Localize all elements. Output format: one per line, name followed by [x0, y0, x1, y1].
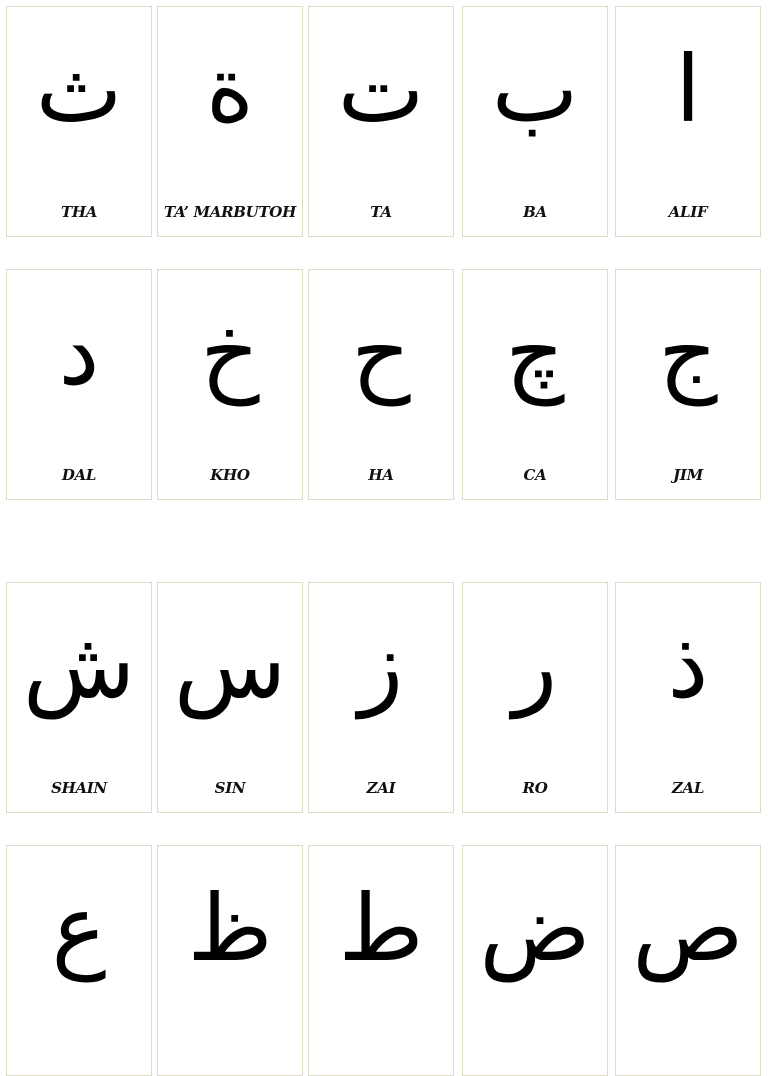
letter-name: HA: [368, 466, 394, 484]
letter-card-dal: [6, 269, 152, 500]
letter-name: SHAIN: [51, 779, 107, 797]
letter-glyph: ض: [479, 875, 591, 982]
letter-card-jim: [615, 269, 761, 500]
letter-name: SIN: [214, 779, 246, 797]
letter-card-kho: [157, 269, 303, 500]
letter-card-zai: [308, 582, 454, 813]
letter-glyph: خ: [200, 299, 260, 406]
letter-glyph: ت: [337, 36, 425, 143]
letter-card-ha: [308, 269, 454, 500]
letter-glyph: ر: [512, 612, 558, 719]
letter-glyph: ة: [205, 36, 255, 143]
letter-name: BA: [523, 203, 547, 221]
letter-glyph: ج: [658, 299, 718, 406]
letter-name: TA: [370, 203, 392, 221]
letter-glyph: ا: [675, 36, 701, 143]
letter-name: THA: [60, 203, 98, 221]
letter-name: ALIF: [668, 203, 708, 221]
letter-name: JIM: [673, 466, 703, 484]
letter-card-zho: [157, 845, 303, 1076]
letter-card-tho: [308, 845, 454, 1076]
letter-glyph: د: [58, 299, 100, 406]
letter-card-tha: [6, 6, 152, 237]
letter-glyph: ذ: [667, 612, 709, 719]
letter-glyph: ظ: [187, 875, 273, 982]
letter-card-ro: [462, 582, 608, 813]
letter-name: TA’ MARBUTOH: [164, 203, 296, 221]
letter-glyph: س: [173, 612, 287, 719]
letter-card-ain: [6, 845, 152, 1076]
letter-card-ta: [308, 6, 454, 237]
letter-name: ZAI: [366, 779, 396, 797]
letter-card-shain: [6, 582, 152, 813]
letter-card-sin: [157, 582, 303, 813]
letter-card-alif: [615, 6, 761, 237]
letter-card-ca: [462, 269, 608, 500]
letter-card-zal: [615, 582, 761, 813]
letter-name: KHO: [210, 466, 250, 484]
letter-glyph: ص: [632, 875, 744, 982]
letter-card-shod: [615, 845, 761, 1076]
letter-card-dhod: [462, 845, 608, 1076]
letter-glyph: ح: [351, 299, 411, 406]
letter-glyph: ث: [35, 36, 123, 143]
letter-card-ba: [462, 6, 608, 237]
letter-glyph: ش: [22, 612, 136, 719]
letter-glyph: ز: [358, 612, 404, 719]
letter-glyph: ب: [491, 36, 579, 143]
letter-glyph: چ: [505, 299, 565, 406]
letter-card-ta-marbutoh: [157, 6, 303, 237]
letter-name: RO: [522, 779, 548, 797]
letter-glyph: ط: [338, 875, 424, 982]
letter-name: ZAL: [671, 779, 705, 797]
letter-name: CA: [523, 466, 547, 484]
letter-glyph: ع: [51, 875, 107, 982]
letter-name: DAL: [61, 466, 97, 484]
